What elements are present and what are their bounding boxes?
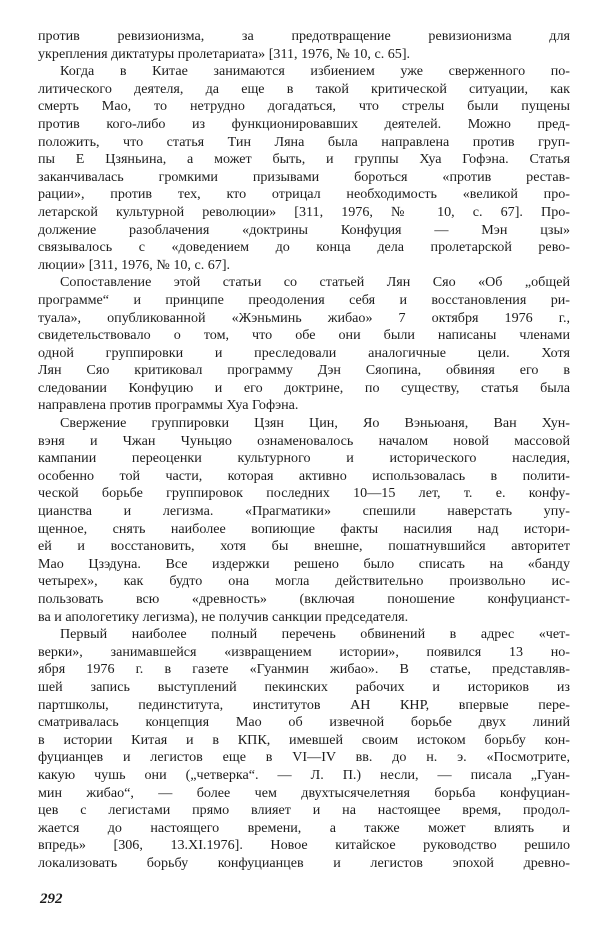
text-line: Первый наиболее полный перечень обвинений в адрес «чет-	[60, 626, 570, 643]
text-line: пы Е Цзяньина, а может быть, и группы Хуа Гофэна. Статья	[38, 151, 570, 168]
paragraph	[38, 28, 570, 63]
text-line: мин жибао“, — более чем двухтысячелетняя борьба конфуциан-	[38, 784, 570, 801]
text-line: Свержение группировки Цзян Цин, Яо Вэньюаня, Ван Хун-	[60, 415, 570, 432]
text-line: щенное, снять наиболее вопиющие факты насилия над истори-	[38, 520, 570, 537]
text-line: Сопоставление этой статьи со статьей Лян Сяо «Об „общей	[60, 274, 570, 291]
text-line: ческой борьбе группировок последних 10—15 лет, т. е. конфу-	[38, 485, 570, 502]
text-line: Мао Цзэдуна. Все издержки решено было списать на «банду	[38, 555, 570, 572]
text-line: положить, что статья Тин Ляна была направлена против груп-	[38, 133, 570, 150]
document-page	[38, 28, 570, 908]
text-line: летарской культурной революции» [311, 1976, № 10, с. 67]. Про-	[38, 203, 570, 220]
text-line: пользовать всю «древность» (включая поношение конфуцианст-	[38, 591, 570, 607]
text-line: особенно той части, которая активно использовалась в полити-	[38, 467, 570, 484]
text-line: смерть Мао, то нетрудно догадаться, что стрелы были пущены	[38, 98, 570, 115]
text-line: шей запись выступлений пекинских рабочих и историков из	[38, 678, 570, 695]
page-number: 292	[40, 891, 63, 907]
paragraph	[38, 626, 570, 872]
paragraph	[38, 274, 570, 415]
text-line: какую чушь они („четверка“. — Л. П.) несли, — писала „Гуан-	[38, 766, 570, 783]
text-line: должение разоблачения «доктрины Конфуция — Мэн цзы»	[38, 221, 570, 238]
text-line: свидетельствовало о том, что обе они были написаны членами	[38, 327, 570, 344]
text-line: верки», занимавшейся «извращением истории», появился 13 но-	[38, 643, 570, 660]
paragraph	[38, 415, 570, 626]
text-line: цианства и легизма. «Прагматики» спешили наверстать упу-	[38, 503, 570, 520]
text-line: ября 1976 г. в газете «Гуанмин жибао». В статье, представляв-	[38, 661, 570, 678]
text-line: одной группировки и преследовали аналогичные цели. Хотя	[38, 344, 570, 361]
text-line: следовании Конфуцию и его доктрине, по существу, статья была	[38, 379, 570, 396]
text-line: цев с легистами прямо влияет и на настоящее время, продол-	[38, 802, 570, 819]
text-line: против ревизионизма, за предотвращение ревизионизма для	[38, 28, 570, 44]
text-line: заканчивалась громкими призывами бороться «против рестав-	[38, 168, 570, 185]
text-line: литического деятеля, да еще в такой критической ситуации, как	[38, 80, 570, 97]
text-line: люции» [311, 1976, № 10, с. 67].	[38, 256, 231, 273]
text-line: фуцианцев и легистов еще в VI—IV вв. до н. э. «Посмотрите,	[38, 749, 570, 766]
text-line: ей и восстановить, хотя бы внешне, пошатнувшийся авторитет	[38, 538, 570, 555]
text-line: направлена против программы Хуа Гофэна.	[38, 397, 299, 414]
text-line: в истории Китая и в КПК, имевшей своим истоком борьбу кон-	[38, 731, 570, 748]
text-line: жается до настоящего времени, а также может влиять и	[38, 819, 570, 836]
text-line: впредь» [306, 13.XI.1976]. Новое китайское руководство решило	[38, 837, 570, 854]
text-line: программе“ и принципе преодоления себя и восстановления ри-	[38, 291, 570, 308]
text-line: туала», опубликованной «Жэньминь жибао» 7 октября 1976 г.,	[38, 309, 570, 326]
text-line: партшколы, пединститута, институтов АН КНР, впервые пере-	[38, 696, 570, 713]
text-line: кампании переоценки культурного и исторического наследия,	[38, 450, 570, 467]
text-line: локализовать борьбу конфуцианцев и легистов эпохой древно-	[38, 854, 570, 871]
text-line: ва и апологетику легизма), не получив санкции председателя.	[38, 608, 409, 625]
text-line: Когда в Китае занимаются избиением уже сверженного по-	[60, 63, 570, 80]
text-line: укрепления диктатуры пролетариата» [311, 1976, № 10, с. 65].	[38, 45, 411, 62]
text-line: против кого-либо из функционировавших деятелей. Можно пред-	[38, 115, 570, 132]
text-line: сматривалась концепция Мао об извечной борьбе двух линий	[38, 714, 570, 731]
text-line: четырех», как будто она могла действительно произвольно ис-	[38, 573, 570, 590]
text-line: вэня и Чжан Чуньцяо ознаменовалось началом новой массовой	[38, 432, 570, 449]
text-line: связывалось с «доведением до конца дела пролетарской рево-	[38, 239, 570, 256]
text-line: Лян Сяо критиковал программу Дэн Сяопина, обвиняя его в	[38, 362, 570, 379]
paragraph	[38, 63, 570, 274]
text-line: рации», против тех, кто отрицал необходимость «великой про-	[38, 186, 570, 203]
